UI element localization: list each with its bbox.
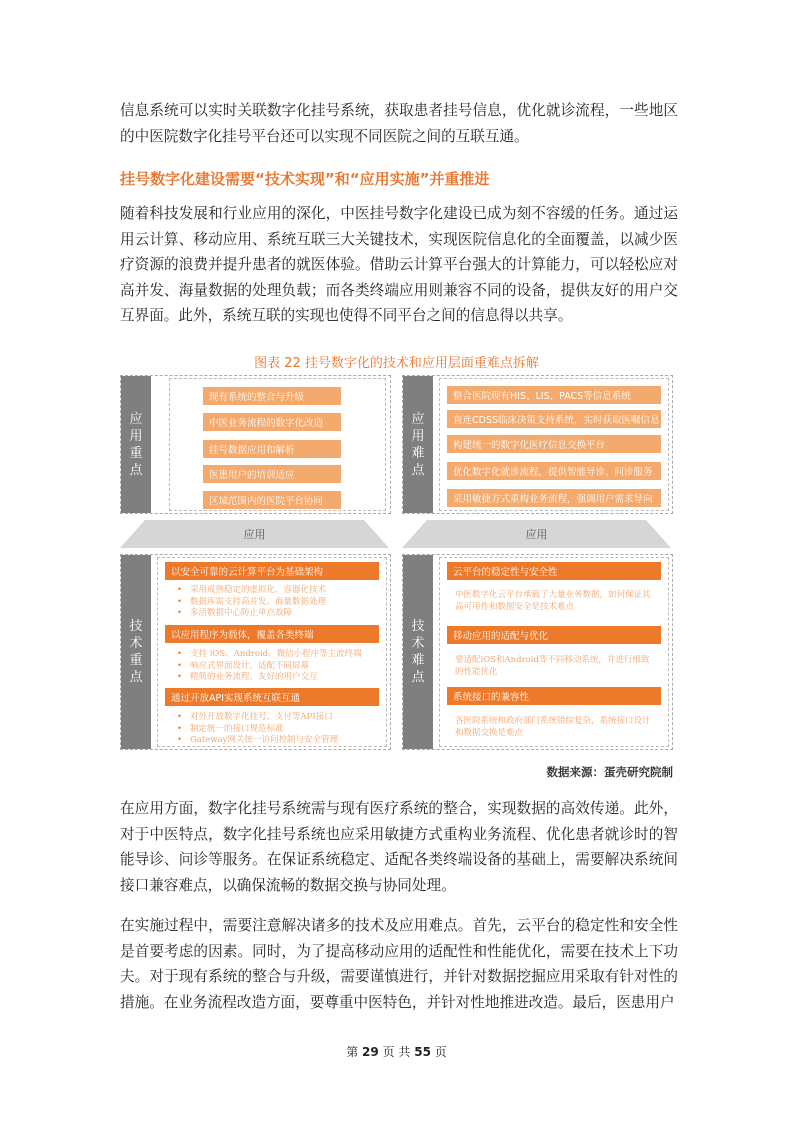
label-char: 重	[129, 445, 143, 461]
tech-difficulty-desc: 中医数字化云平台承载了大量业务数据，如何保证其高可用性和数据安全是技术难点	[455, 590, 651, 612]
app-focus-item: 医患用户的培训适应	[203, 465, 341, 483]
tech-focus-bullets	[177, 712, 338, 747]
figure-diagram	[120, 375, 673, 750]
footer-mid: 页 共	[382, 1045, 411, 1059]
label-char: 难	[411, 445, 425, 461]
label-char: 应	[411, 411, 425, 427]
app-difficulty-panel	[402, 375, 673, 514]
paragraph-2: 在应用方面，数字化挂号系统需与现有医疗系统的整合，实现数据的高效传递。此外，对于中医特点，数字化挂号系统也应采用敏捷方式重构业务流程、优化患者就诊时的智能导诊、问诊等服务。在保证系统稳定、适配各类终端设备的基础上，需要解决系统间接口兼容难点，以确保流畅的数据交换与协同处理。	[120, 800, 678, 894]
label-char: 点	[129, 670, 143, 685]
bullet-item: • 采用成熟稳定的虚拟化、容器化技术	[177, 585, 326, 597]
app-difficulty-label	[403, 376, 433, 513]
arrow-left-label: 应用	[243, 528, 266, 541]
figure-source: 数据来源：蛋壳研究院制	[546, 765, 673, 779]
bullet-item: • 制定统一的接口规范标准	[177, 724, 338, 736]
app-focus-label	[121, 376, 151, 513]
app-difficulty-item: 优化数字化就诊流程，提供智能导诊、问诊服务	[447, 462, 661, 480]
bullet-item: • 数据库需支持高并发、海量数据处理	[177, 597, 326, 609]
app-difficulty-item: 采用敏捷方式重构业务流程，强调用户需求导向	[447, 489, 661, 507]
bullet-item: • 支持 iOS、Android、微信小程序等主流终端	[177, 649, 362, 661]
paragraph-1: 随着科技发展和行业应用的深化，中医挂号数字化建设已成为刻不容缓的任务。通过运用云计算、移动应用、系统互联三大关键技术，实现医院信息化的全面覆盖，以减少医疗资源的浪费并提升患者的就医体验。借助云计算平台强大的计算能力，可以轻松应对高并发、海量数据的处理负载；而各类终端应用则兼容不同的设备，提供友好的用户交互界面。此外，系统互联的实现也使得不同平台之间的信息得以共享。	[120, 205, 678, 324]
tech-focus-panel	[120, 554, 391, 750]
bullet-item: • Gateway网关统一访问控制与安全管理	[177, 735, 338, 747]
app-focus-panel	[120, 375, 391, 514]
intro-paragraph: 信息系统可以实时关联数字化挂号系统，获取患者挂号信息，优化就诊流程，一些地区的中医院数字化挂号平台还可以实现不同医院之间的互联互通。	[120, 102, 678, 145]
tech-difficulty-head: 移动应用的适配与优化	[447, 626, 661, 644]
tech-difficulty-label	[403, 555, 433, 749]
label-char: 难	[411, 653, 425, 668]
label-char: 用	[129, 428, 143, 444]
bullet-item: • 响应式界面设计，适配不同屏幕	[177, 661, 362, 673]
tech-difficulty-head: 系统接口的兼容性	[447, 687, 661, 705]
tech-difficulty-desc: 要适配iOS和Android等不同移动系统，并进行细致的性能优化	[455, 655, 650, 677]
app-focus-item: 现有系统的整合与升级	[203, 387, 341, 405]
label-char: 点	[129, 462, 143, 478]
app-focus-item: 挂号数据应用和解析	[203, 440, 341, 458]
paragraph-3: 在实施过程中，需要注意解决诸多的技术及应用难点。首先，云平台的稳定性和安全性是首要考虑的因素。同时，为了提高移动应用的适配性和性能优化，需要在技术上下功夫。对于现有系统的整合与升级，需要谨慎进行，并针对数据挖掘应用采取有针对性的措施。在业务流程改造方面，要尊重中医特色，并针对性地推进改造。最后，医患用户	[120, 917, 678, 1011]
page-number: 29	[362, 1045, 379, 1059]
figure-title: 图表 22 挂号数字化的技术和应用层面重难点拆解	[254, 356, 539, 371]
tech-difficulty-head: 云平台的稳定性与安全性	[447, 562, 661, 580]
tech-focus-bullets	[177, 649, 362, 684]
page-footer	[0, 1043, 793, 1060]
label-char: 点	[411, 670, 425, 685]
label-char: 术	[129, 636, 143, 651]
tech-difficulty-panel	[402, 554, 673, 750]
app-difficulty-item: 整合医院现有HIS、LIS、PACS等信息系统	[447, 386, 661, 404]
tech-focus-head: 以安全可靠的云计算平台为基础架构	[165, 562, 379, 580]
label-char: 重	[129, 653, 143, 668]
page-total: 55	[414, 1045, 431, 1059]
arrow-right-label: 应用	[525, 528, 548, 541]
app-focus-item: 中医业务流程的数字化改造	[203, 413, 341, 431]
tech-difficulty-desc: 各医院系统和政府部门系统错综复杂，系统接口设计和数据交换是难点	[455, 716, 651, 738]
tech-focus-head: 通过开放API实现系统互联互通	[165, 688, 379, 706]
label-char: 术	[411, 636, 425, 651]
bullet-item: • 多活数据中心防止单点故障	[177, 608, 326, 620]
label-char: 点	[411, 462, 425, 478]
label-char: 技	[129, 619, 143, 634]
bullet-item: • 对外开放数字化挂号、支付等API接口	[177, 712, 338, 724]
app-difficulty-item: 构建统一的数字化医疗信息交换平台	[447, 435, 661, 453]
app-difficulty-item: 直连CDSS临床决策支持系统，实时获取医嘱信息	[447, 410, 661, 428]
label-char: 技	[411, 619, 425, 634]
label-char: 用	[411, 428, 425, 444]
footer-suffix: 页	[434, 1045, 447, 1059]
tech-focus-bullets	[177, 585, 326, 620]
section-heading: 挂号数字化建设需要“技术实现”和“应用实施”并重推进	[120, 170, 490, 188]
label-char: 应	[129, 411, 143, 427]
bullet-item: • 精简的业务流程、友好的用户交互	[177, 672, 362, 684]
footer-prefix: 第	[346, 1045, 359, 1059]
app-focus-item: 区域范围内的医院平台协同	[203, 491, 341, 509]
tech-focus-head: 以应用程序为载体，覆盖各类终端	[165, 625, 379, 643]
tech-focus-label	[121, 555, 151, 749]
